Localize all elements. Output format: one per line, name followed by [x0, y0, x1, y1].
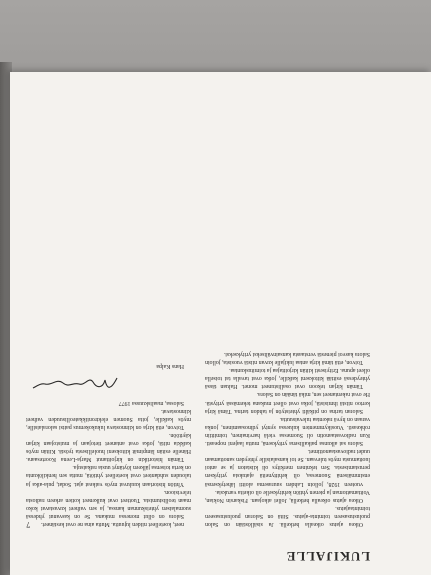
column-right [26, 128, 191, 528]
paragraph: Salora sai alkunsa paikallisena yrityksenä, mutta laajeni nopeasti. Kun radiovastaanotin oli Suomessa vielä harvinainen, toimittiin rohkeasti. Vuosikymmenten kuluessa syntyi ydinosaaminen, jonka varaan on hyvä rakentaa tulevaisuutta. [205, 415, 370, 447]
upside-down-content [26, 124, 370, 564]
handwritten-signature [31, 375, 121, 393]
page-number: 7 [26, 520, 31, 528]
paragraph: Tämän historiikin on kirjoittanut Marja-Leena Koortesaara. Hänelle esitän lämpimät kiitokseni huolellisesta työstä. Kiitän myös kaikkia niitä, jotka ovat antaneet tietojaan ja muistojaan kirjan käyttöön. [26, 431, 191, 463]
paragraph: Saloran tarina on pitkälti yhteistyön ja tahdon tarina. Tämä kirja kertoo niistä ihmisistä, jotka ovat olleet mukana tekemässä yritystä. He ovat rakentaneet sen, mikä tänään on Salora. [205, 391, 370, 414]
paragraph: neet, koetelleet niiden lujuutta. Mutta aina ne ovat kestäneet. [40, 521, 184, 527]
book-page [10, 72, 431, 575]
paragraph: Oikea ajatus oikealla hetkellä. Ja sisällöstään on Salon puolustusaseen toiminta-ajatus. Siitä on Saloran puolustusaseen toimintaajatus. [205, 504, 370, 527]
paragraph: Oikea ajatus oikealla hetkellä, Jollei aikojaan. Fiskarsin Nokian, Voittamattoman ja pienen yhtiön kehitykselle oli oikeita varuksia. [205, 488, 370, 503]
page-heading: LUKIJALLE [285, 549, 370, 564]
paragraph: vuoteen 1928, jolloin Lahden suurasema aloitti lähetyksensä ensimmäisenä Suomessa, oli kehittyneitä ajatuksia yrityksen perustamisesta. Sen tekninen merkitys oli kiistaton ja se antoi luottamusta myös tulevaan. Se toi kansalaisille yhteyden sanottamaan uudet radiovastaanottimet. [205, 448, 370, 487]
paragraph: Toivon, että tämä kirja antaa lukijalle kuvan niistä vuosista, jolloin Salora kasvoi pienestä verstaasta kansainväliseksi yritykseksi. [205, 351, 370, 366]
column-left [205, 128, 370, 528]
signature-place-date: Salossa, maaliskuussa 1977 [118, 399, 184, 406]
paragraph: Tämän kirjan tekoon ovat osallistuneet monet. Haluan tässä yhteydessä esittää kiitokseni kaikille, jotka ovat tavalla tai toisella olleet apuna. Erityisesti kiitän kirjoittajaa ja toimituskuntaa. [205, 367, 370, 390]
paragraph: Yhtiön historiaan kuuluvat myös vaikeat ajat. Sodat, pula-aika ja talouden suhdanteet ovat koetelleet yhtiötä, mutta sen henkilökunta on kerta toisensa jälkeen löytänyt uusia ratkaisuja. [26, 464, 191, 487]
text-columns [26, 128, 370, 528]
paragraph: Toivon, että kirja on kiinnostava lukukokemus paitsi saloralaisille, myös kaikille, joita Suomen elektroniikkateollisuuden vaiheet kiinnostavat. [26, 407, 191, 430]
paragraph: Salora on ollut monessa mukana. Se on kasvanut yhdessä suomalaisen yhteiskunnan kanssa, ja sen vaiheet kuvastavat koko maan teollistumista. Tuotteet ovat kulkeneet kotien arkeen radiosta televisioon. [26, 488, 191, 519]
signature-name: Hans Kalpa [156, 363, 184, 370]
